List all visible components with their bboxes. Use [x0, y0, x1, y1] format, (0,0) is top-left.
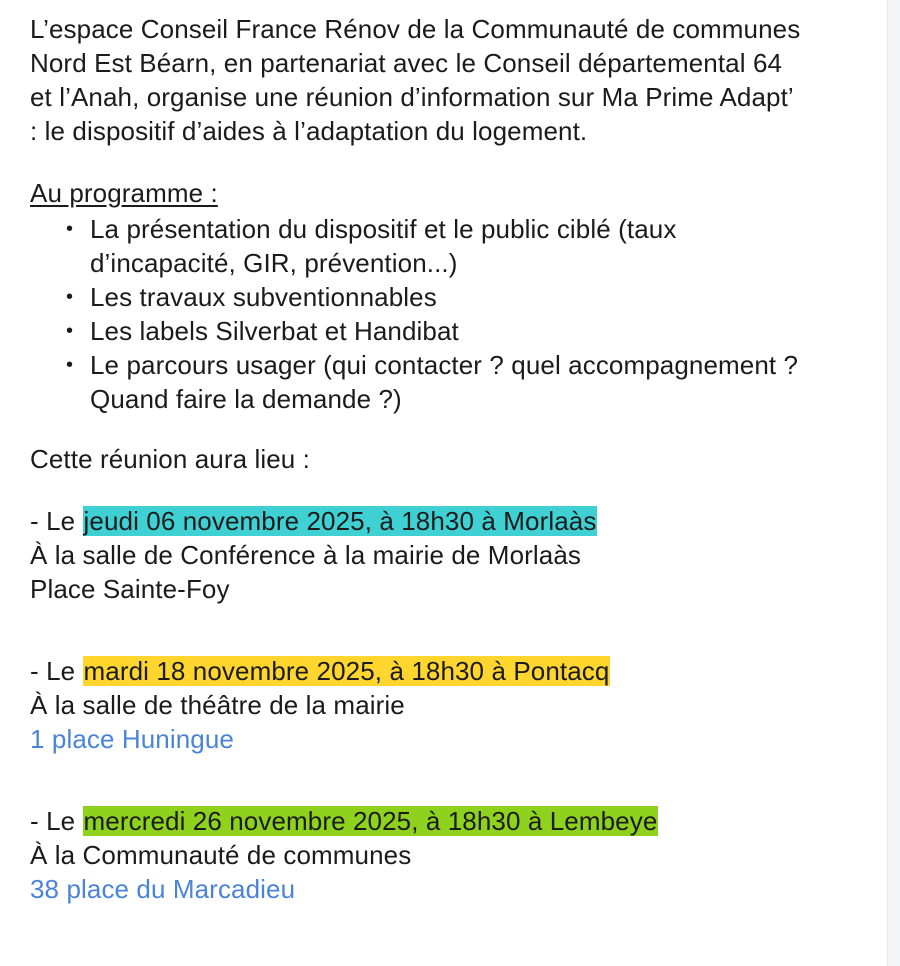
event-morlaas — [30, 504, 882, 606]
program-item — [66, 348, 882, 416]
program-item-text: • La présentation du dispositif et le public ciblé (taux — [90, 214, 677, 244]
program-item-text: • Le parcours usager (qui contacter ? quel accompagnement ? — [90, 350, 799, 380]
program-item — [66, 280, 882, 314]
program-item-text: • Les labels Silverbat et Handibat — [90, 316, 459, 346]
scrollbar-track[interactable] — [888, 0, 900, 966]
event-date-line — [30, 654, 882, 688]
event-date-line — [30, 504, 882, 538]
intro-line: Nord Est Béarn, en partenariat avec le Conseil départemental 64 — [30, 48, 783, 78]
event-date-highlight: mardi 18 novembre 2025, à 18h30 à Pontacq — [83, 656, 610, 686]
event-venue: À la salle de Conférence à la mairie de Morlaàs — [30, 540, 581, 570]
program-title: Au programme : — [30, 178, 218, 208]
event-date-highlight: mercredi 26 novembre 2025, à 18h30 à Lembeye — [83, 806, 658, 836]
event-date-highlight: jeudi 06 novembre 2025, à 18h30 à Morlaàs — [83, 506, 597, 536]
program-item-text: • Les travaux subventionnables — [90, 282, 437, 312]
announcement-content — [30, 12, 882, 954]
program-list — [66, 212, 882, 416]
event-address: Place Sainte-Foy — [30, 574, 230, 604]
events-intro: Cette réunion aura lieu : — [30, 444, 311, 474]
event-prefix: - Le — [30, 656, 83, 686]
intro-line: et l’Anah, organise une réunion d’information sur Ma Prime Adapt’ — [30, 82, 794, 112]
program-item-text: Quand faire la demande ?) — [90, 384, 402, 414]
program-item — [66, 212, 882, 280]
event-pontacq — [30, 654, 882, 756]
program-item — [66, 314, 882, 348]
intro-line: : le dispositif d’aides à l’adaptation du logement. — [30, 116, 588, 146]
event-address-link[interactable]: 38 place du Marcadieu — [30, 874, 296, 904]
event-date-line — [30, 804, 882, 838]
intro-line: L’espace Conseil France Rénov de la Communauté de communes — [30, 14, 801, 44]
event-prefix: - Le — [30, 806, 83, 836]
program-item-text: d’incapacité, GIR, prévention...) — [90, 248, 458, 278]
event-lembeye — [30, 804, 882, 906]
intro-paragraph — [30, 12, 882, 148]
event-prefix: - Le — [30, 506, 83, 536]
event-venue: À la salle de théâtre de la mairie — [30, 690, 405, 720]
event-venue: À la Communauté de communes — [30, 840, 412, 870]
event-address-link[interactable]: 1 place Huningue — [30, 724, 234, 754]
